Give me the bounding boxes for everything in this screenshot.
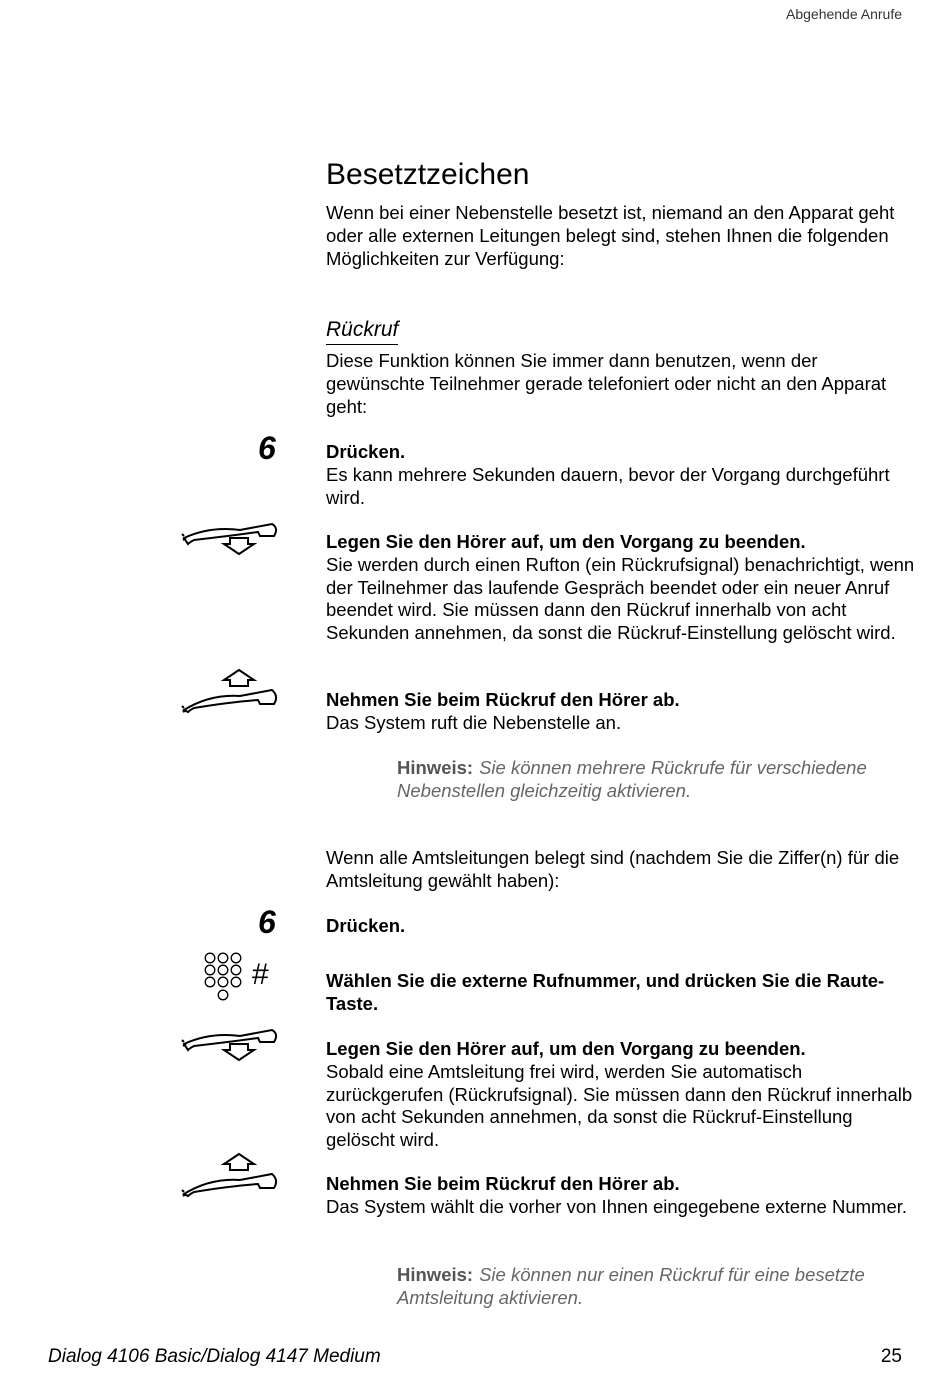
hash-key-icon: # <box>252 958 269 991</box>
step-dial <box>326 970 916 1016</box>
step-lift-text: Das System ruft die Nebenstelle an. <box>326 711 622 733</box>
running-header: Abgehende Anrufe <box>786 6 902 22</box>
step-lift-bold: Nehmen Sie beim Rückruf den Hörer ab. <box>326 689 680 710</box>
step-press-2-bold: Drücken. <box>326 915 406 936</box>
handset-lift-icon-2 <box>180 1154 280 1199</box>
step-lift-2 <box>326 1173 916 1219</box>
step-hang-up-2-text: Sobald eine Amtsleitung frei wird, werden Sie automatisch zurückgerufen (Rückrufsignal). Sie müssen dann den Rückruf innerhalb von acht Sekunden annehmen, da sonst die Rückruf-Einstellung gelöscht wird. <box>326 1060 913 1151</box>
step-press-text: Es kann mehrere Sekunden dauern, bevor der Vorgang durchgeführt wird. <box>326 463 890 508</box>
step-hang-up <box>326 531 916 645</box>
note-2-text: Sie können nur einen Rückruf für eine besetzte Amtsleitung aktivieren. <box>397 1264 865 1308</box>
external-intro: Wenn alle Amtsleitungen belegt sind (nachdem Sie die Ziffer(n) für die Amtsleitung gewählt haben): <box>326 847 900 891</box>
step-lift <box>326 689 916 735</box>
key-6-icon-2: 6 <box>258 904 276 940</box>
intro-paragraph: Wenn bei einer Nebenstelle besetzt ist, niemand an den Apparat geht oder alle externen Leitungen belegt sind, stehen Ihnen die folgenden Möglichkeiten zur Verfügung: <box>326 202 895 269</box>
footer-product: Dialog 4106 Basic/Dialog 4147 Medium <box>48 1346 381 1367</box>
step-hang-up-2-bold: Legen Sie den Hörer auf, um den Vorgang zu beenden. <box>326 1038 806 1059</box>
page-title: Besetztzeichen <box>326 158 530 191</box>
step-hang-up-text: Sie werden durch einen Rufton (ein Rückrufsignal) benachrichtigt, wenn der Teilnehmer das laufende Gespräch beendet oder ein neuer Anruf beendet wird. Sie müssen dann den Rückruf innerhalb von acht Sekunden annehmen, da sonst die Rückruf-Einstellung gelöscht wird. <box>326 553 915 644</box>
key-6-icon: 6 <box>258 430 276 466</box>
step-lift-2-bold: Nehmen Sie beim Rückruf den Hörer ab. <box>326 1173 680 1194</box>
rueckruf-intro: Diese Funktion können Sie immer dann benutzen, wenn der gewünschte Teilnehmer gerade telefoniert oder nicht an den Apparat geht: <box>326 350 887 417</box>
handset-hang-up-icon-2 <box>180 1026 280 1066</box>
step-hang-up-2 <box>326 1038 916 1152</box>
note-2 <box>397 1264 917 1310</box>
keypad-icon <box>204 952 244 1004</box>
step-press-bold: Drücken. <box>326 441 406 462</box>
note-2-label: Hinweis: <box>397 1264 474 1285</box>
note-1-text: Sie können mehrere Rückrufe für verschiedene Nebenstellen gleichzeitig aktivieren. <box>397 757 867 801</box>
page-number: 25 <box>880 1346 902 1367</box>
note-1-label: Hinweis: <box>397 757 474 778</box>
step-lift-2-text: Das System wählt die vorher von Ihnen eingegebene externe Nummer. <box>326 1195 908 1217</box>
step-press-2 <box>326 915 916 938</box>
handset-hang-up-icon <box>180 520 280 560</box>
note-1 <box>397 757 917 803</box>
step-press <box>326 441 916 509</box>
subheading-rueckruf: Rückruf <box>326 318 398 345</box>
handset-lift-icon <box>180 670 280 715</box>
step-hang-up-bold: Legen Sie den Hörer auf, um den Vorgang zu beenden. <box>326 531 806 552</box>
step-dial-bold: Wählen Sie die externe Rufnummer, und drücken Sie die Raute-Taste. <box>326 970 885 1014</box>
